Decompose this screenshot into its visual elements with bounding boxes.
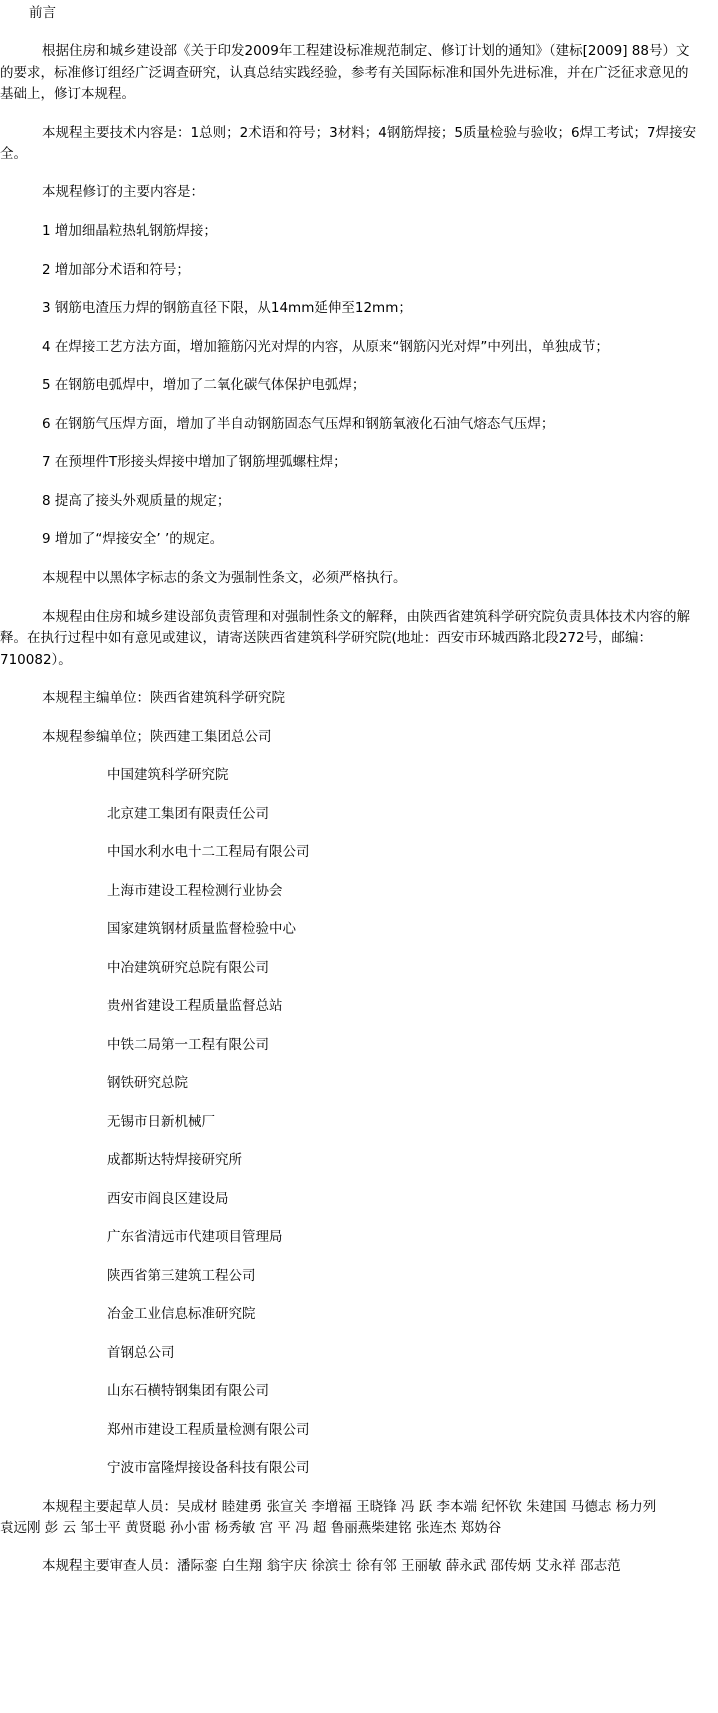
revision-item-9: 9 增加了“焊接安全’ ’的规定。: [42, 531, 224, 547]
revision-item-6: 6 在钢筋气压焊方面，增加了半自动钢筋固态气压焊和钢筋氧液化石油气熔态气压焊；: [42, 416, 555, 432]
co-editor-item: 成都斯达特焊接研究所: [107, 1152, 242, 1168]
co-editor-item: 山东石横特钢集团有限公司: [107, 1383, 269, 1399]
co-editor-item: 广东省清远市代建项目管理局: [107, 1229, 283, 1245]
intro-line-2: 的要求，标准修订组经广泛调查研究，认真总结实践经验，参考有关国际标准和国外先进标准，并在广泛征求意见的: [0, 65, 689, 81]
co-editor-item: 无锡市日新机械厂: [107, 1114, 215, 1130]
main-content-line-2: 全。: [0, 146, 27, 162]
co-editor-item: 陕西省第三建筑工程公司: [107, 1268, 256, 1284]
revision-item-7: 7 在预埋件T形接头焊接中增加了钢筋埋弧螺柱焊；: [42, 454, 347, 470]
co-editor-item: 郑州市建设工程质量检测有限公司: [107, 1422, 310, 1438]
mandatory-note: 本规程中以黑体字标志的条文为强制性条文，必须严格执行。: [42, 570, 407, 586]
co-editor-item: 钢铁研究总院: [107, 1075, 188, 1091]
co-editor-item: 首钢总公司: [107, 1345, 175, 1361]
co-editor-item: 北京建工集团有限责任公司: [107, 806, 269, 822]
co-editor-item: 中国建筑科学研究院: [107, 767, 229, 783]
main-content-line-1: 本规程主要技术内容是：1总则；2术语和符号；3材料；4钢筋焊接；5质量检验与验收；6焊工考试；7焊接安: [42, 125, 697, 141]
co-editor-item: 国家建筑钢材质量监督检验中心: [107, 921, 296, 937]
co-editor-item: 贵州省建设工程质量监督总站: [107, 998, 283, 1014]
revision-intro: 本规程修订的主要内容是：: [42, 184, 204, 200]
intro-line-3: 基础上，修订本规程。: [0, 86, 135, 102]
co-editor-item: 冶金工业信息标准研究院: [107, 1306, 256, 1322]
revision-item-2: 2 增加部分术语和符号；: [42, 262, 190, 278]
revision-item-3: 3 钢筋电渣压力焊的钢筋直径下限，从14mm延伸至12mm；: [42, 300, 412, 316]
intro-line-1: 根据住房和城乡建设部《关于印发2009年工程建设标准规范制定、修订计划的通知》（建标[2009] 88号）文: [42, 43, 690, 59]
co-editor-item: 中冶建筑研究总院有限公司: [107, 960, 269, 976]
co-editor-item: 宁波市富隆焊接设备科技有限公司: [107, 1460, 310, 1476]
co-editor-item: 西安市阎良区建设局: [107, 1191, 229, 1207]
co-editor-item: 上海市建设工程检测行业协会: [107, 883, 283, 899]
revision-item-1: 1 增加细晶粒热轧钢筋焊接；: [42, 223, 217, 239]
revision-item-4: 4 在焊接工艺方法方面，增加箍筋闪光对焊的内容，从原来“钢筋闪光对焊”中列出，单独成节；: [42, 339, 609, 355]
management-line-3: 710082）。: [0, 652, 72, 668]
revision-item-8: 8 提高了接头外观质量的规定；: [42, 493, 231, 509]
management-line-1: 本规程由住房和城乡建设部负责管理和对强制性条文的解释，由陕西省建筑科学研究院负责具体技术内容的解: [42, 609, 690, 625]
drafters-line-2: 袁远刚 彭 云 邹士平 黄贤聪 孙小雷 杨秀敏 宫 平 冯 超 鲁丽燕柴建铭 张连杰 郑妫谷: [0, 1520, 502, 1536]
reviewers-line: 本规程主要审查人员：潘际銮 白生翔 翁宇庆 徐滨士 徐有邻 王丽敏 薛永武 邵传炳 艾永祥 邵志范: [42, 1558, 621, 1574]
co-editor-item: 中铁二局第一工程有限公司: [107, 1037, 269, 1053]
co-editor-first: 本规程参编单位；陕西建工集团总公司: [42, 729, 272, 745]
chief-editor: 本规程主编单位：陕西省建筑科学研究院: [42, 690, 285, 706]
management-line-2: 释。在执行过程中如有意见或建议，请寄送陕西省建筑科学研究院(地址：西安市环城西路北段272号，邮编：: [0, 630, 653, 646]
page-title: 前言: [29, 5, 56, 21]
drafters-line-1: 本规程主要起草人员：吴成材 睦建勇 张宣关 李增福 王晓锋 冯 跃 李本端 纪怀钦 朱建国 马德志 杨力列: [42, 1499, 657, 1515]
co-editor-item: 中国水利水电十二工程局有限公司: [107, 844, 310, 860]
revision-item-5: 5 在钢筋电弧焊中，增加了二氧化碳气体保护电弧焊；: [42, 377, 366, 393]
